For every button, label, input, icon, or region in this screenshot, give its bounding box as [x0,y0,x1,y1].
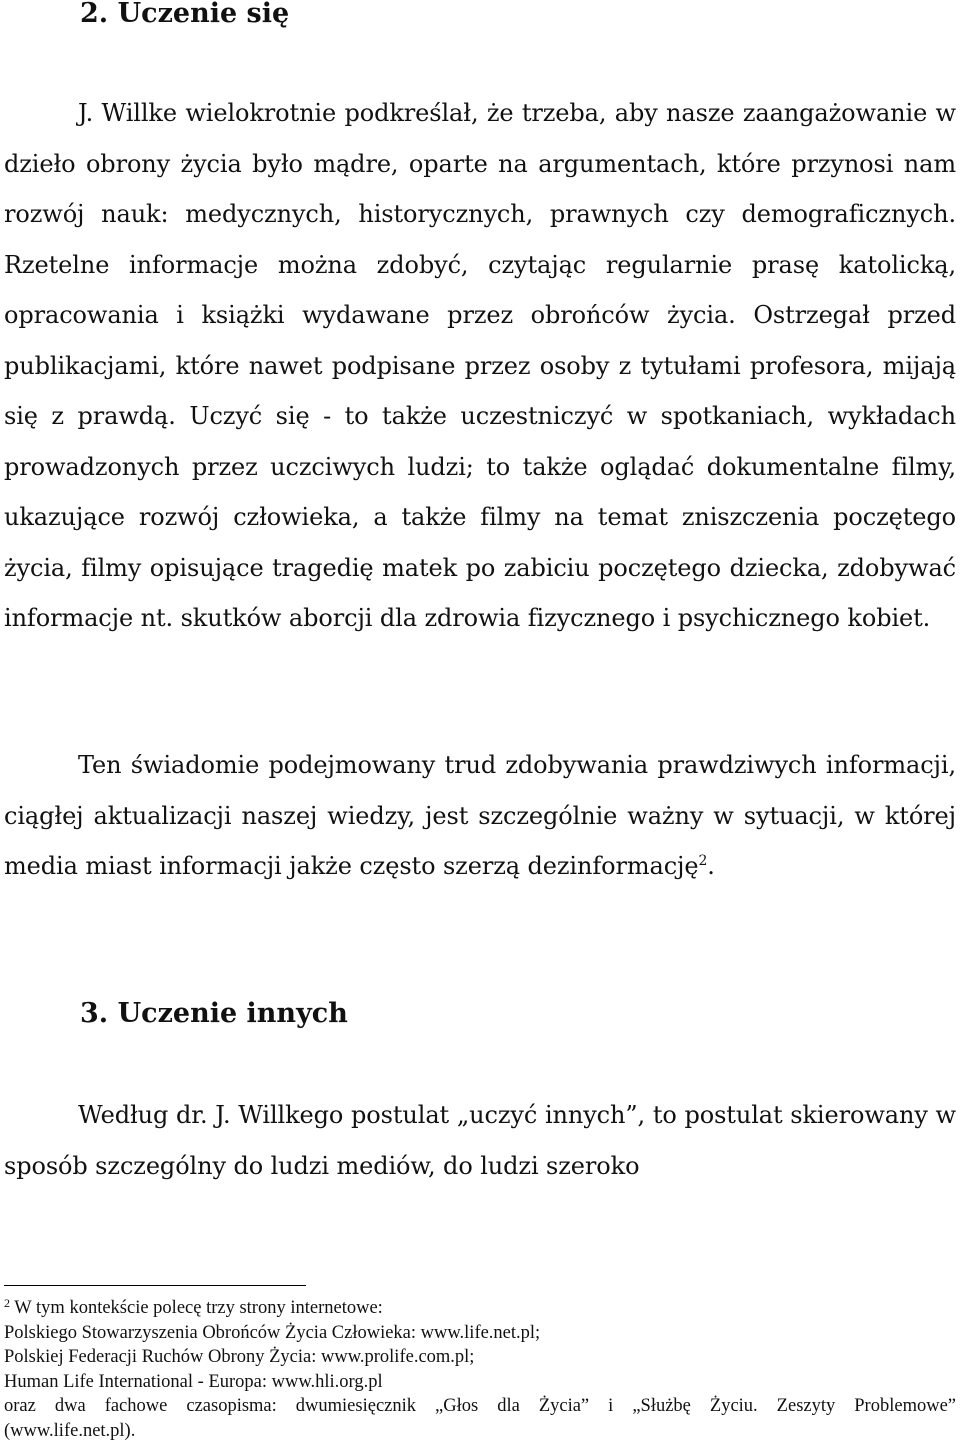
paragraph-text: Ten świadomie podejmowany trud zdobywania prawdziwych informacji, ciągłej aktualizacji naszej wiedzy, jest szczególnie ważny w sytuacji, w której media miast informacji jakże często szerzą dezinformację [4,751,956,880]
section-heading-uczenie-sie: 2. Uczenie się [80,0,290,29]
footnote-number: 2 [4,1296,10,1310]
footnote-line: oraz dwa fachowe czasopisma: dwumiesięcznik „Głos dla Życia” i „Służbę Życiu. Zeszyty Problemowe” [4,1396,956,1417]
paragraph-uczenie-innych: Według dr. J. Willkego postulat „uczyć innych”, to postulat skierowany w sposób szczególny do ludzi mediów, do ludzi szeroko [4,1101,956,1180]
footnote-line: Polskiej Federacji Ruchów Obrony Życia: www.prolife.com.pl; [4,1347,475,1368]
section-heading-uczenie-innych: 3. Uczenie innych [80,998,348,1029]
paragraph-uczenie-sie: J. Willke wielokrotnie podkreślał, że trzeba, aby nasze zaangażowanie w dzieło obrony życia było mądre, oparte na argumentach, które przynosi nam rozwój nauk: medycznych, historycznych, prawnych czy demograficznych. Rzetelne informacje można zdobyć, czytając regularnie prasę katolicką, opracowania i książki wydawane przez obrońców życia. Ostrzegał przed publikacjami, które nawet podpisane przez osoby z tytułami profesora, mijają się z prawdą. Uczyć się - to także uczestniczyć w spotkaniach, wykładach prowadzonych przez uczciwych ludzi; to także oglądać dokumentalne filmy, ukazujące rozwój człowieka, a także filmy na temat zniszczenia poczętego życia, filmy opisujące tragedię matek po zabiciu poczętego dziecka, zdobywać informacje nt. skutków aborcji dla zdrowia fizycznego i psychicznego kobiet. [4,99,956,632]
footnote-text: W tym kontekście polecę trzy strony internetowe: [10,1298,383,1318]
footnote-line: (www.life.net.pl). [4,1420,136,1441]
footnote-line: Polskiego Stowarzyszenia Obrońców Życia Człowieka: www.life.net.pl; [4,1322,541,1343]
footnote-line [4,1296,956,1321]
footnote-line: Human Life International - Europa: www.hli.org.pl [4,1371,383,1392]
paragraph-dezinformacja [4,740,956,892]
footnote-reference[interactable]: 2 [698,853,708,869]
paragraph-end: . [707,852,715,880]
footnote-separator [4,1285,306,1286]
footnote [4,1296,956,1444]
